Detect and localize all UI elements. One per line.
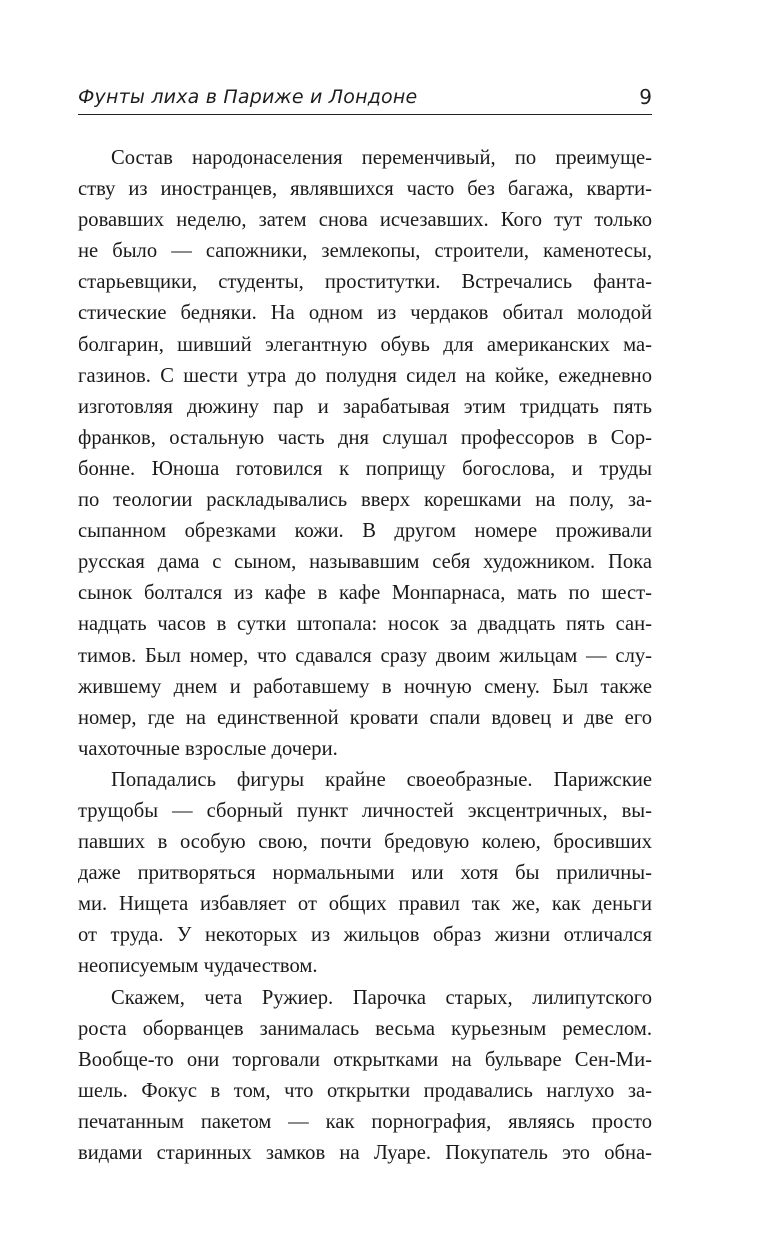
text-line: тимов. Был номер, что сдавался сразу двоим жильцам — слу- <box>78 644 652 667</box>
text-line: франков, остальную часть дня слушал профессоров в Сор- <box>78 426 652 449</box>
text-line: роста оборванцев занималась весьма курьезным ремеслом. <box>78 1017 652 1040</box>
paragraph-1 <box>78 143 652 765</box>
text-line: Попадались фигуры крайне своеобразные. Парижские <box>111 768 652 791</box>
text-line: бонне. Юноша готовился к поприщу богослова, и труды <box>78 457 652 480</box>
text-line: сыпанном обрезками кожи. В другом номере проживали <box>78 520 652 543</box>
text-line: номер, где на единственной кровати спали вдовец и две его <box>78 706 652 729</box>
text-line: чахоточные взрослые дочери. <box>78 737 338 760</box>
page-number: 9 <box>639 85 652 109</box>
text-line: неописуемым чудачеством. <box>78 955 318 978</box>
text-line: болгарин, шивший элегантную обувь для американских ма- <box>78 333 652 356</box>
text-line: Скажем, чета Ружиер. Парочка старых, лилипутского <box>111 986 652 1009</box>
text-line: надцать часов в сутки штопала: носок за двадцать пять сан- <box>78 613 652 636</box>
text-line: ству из иностранцев, являвшихся часто без багажа, кварти- <box>78 178 652 201</box>
text-line: Состав народонаселения переменчивый, по преимуще- <box>111 147 652 169</box>
text-line: по теологии раскладывались вверх корешками на полу, за- <box>78 489 652 512</box>
text-line: русская дама с сыном, называвшим себя художником. Пока <box>78 551 652 574</box>
text-line: не было — сапожники, землекопы, строители, каменотесы, <box>78 240 652 263</box>
text-line: газинов. С шести утра до полудня сидел на койке, ежедневно <box>78 364 652 387</box>
running-header <box>78 82 652 115</box>
text-line: жившему днем и работавшему в ночную смену. Был также <box>78 675 652 698</box>
text-line: сынок болтался из кафе в кафе Монпарнаса, мать по шест- <box>78 582 652 605</box>
text-line: Вообще-то они торговали открытками на бульваре Сен-Ми- <box>78 1048 652 1071</box>
paragraph-3 <box>78 983 652 1170</box>
text-line: ми. Нищета избавляет от общих правил так же, как деньги <box>78 893 652 916</box>
paragraph-2 <box>78 765 652 983</box>
text-line: изготовляя дюжину пар и зарабатывая этим тридцать пять <box>78 395 652 418</box>
text-line: от труда. У некоторых из жильцов образ жизни отличался <box>78 924 652 947</box>
text-line: ровавших неделю, затем снова исчезавших. Кого тут только <box>78 209 652 232</box>
body-text <box>78 143 652 1169</box>
text-line: печатанным пакетом — как порнография, являясь просто <box>78 1110 652 1133</box>
text-line: даже притворяться нормальными или хотя бы приличны- <box>78 862 652 885</box>
text-line: видами старинных замков на Луаре. Покупатель это обна- <box>78 1142 652 1164</box>
running-title: Фунты лиха в Париже и Лондоне <box>78 86 418 108</box>
text-line: павших в особую свою, почти бредовую колею, бросивших <box>78 831 652 854</box>
text-line: стические бедняки. На одном из чердаков обитал молодой <box>78 302 652 325</box>
text-line: трущобы — сборный пункт личностей эксцентричных, вы- <box>78 799 652 822</box>
text-line: старьевщики, студенты, проститутки. Встречались фанта- <box>78 271 652 294</box>
text-line: шель. Фокус в том, что открытки продавались наглухо за- <box>78 1079 652 1102</box>
